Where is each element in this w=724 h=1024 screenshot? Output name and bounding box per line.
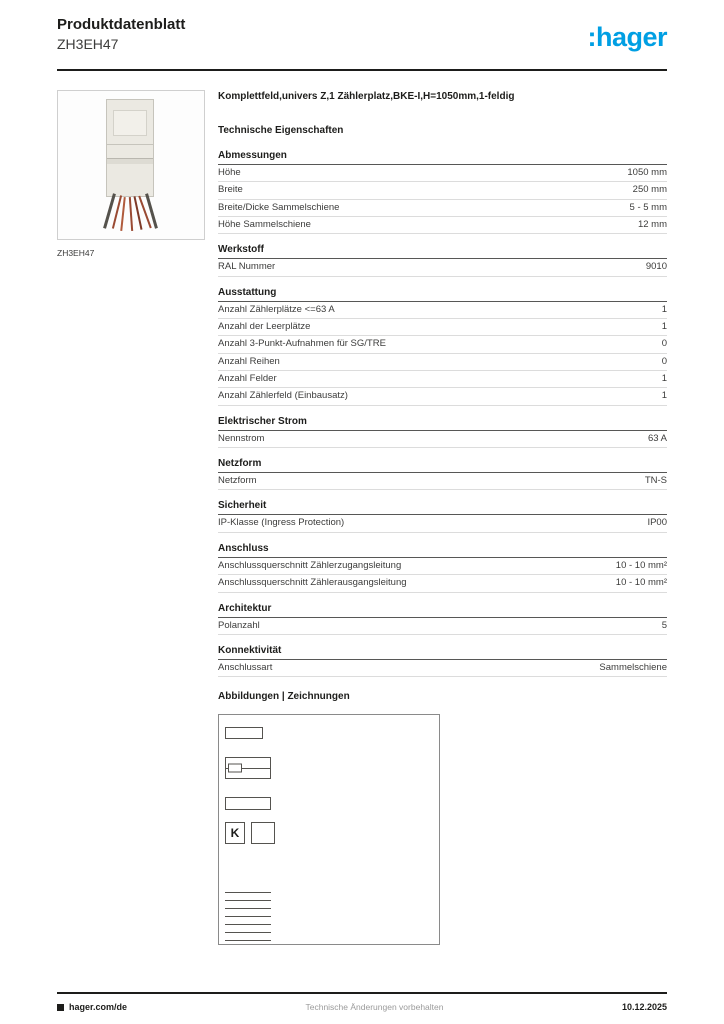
spec-value: TN-S [644, 475, 667, 487]
spec-value: 1 [661, 303, 667, 315]
spec-label: Anschlussart [218, 661, 273, 673]
section-0 [218, 148, 667, 234]
footer [57, 992, 667, 1012]
spec-row [218, 431, 667, 448]
section-title: Netzform [218, 456, 667, 473]
spec-label: Polanzahl [218, 619, 260, 631]
spec-label: IP-Klasse (Ingress Protection) [218, 517, 345, 529]
spec-label: Netzform [218, 475, 257, 487]
spec-value: 0 [661, 338, 667, 350]
left-column [57, 90, 205, 945]
footer-date: 10.12.2025 [621, 1002, 667, 1012]
footer-website-label: hager.com/de [69, 1002, 128, 1012]
spec-row [218, 259, 667, 276]
spec-label: Höhe [218, 167, 241, 178]
spec-value: IP00 [647, 517, 667, 529]
section-title: Werkstoff [218, 242, 667, 259]
spec-value: 1 [661, 390, 667, 402]
drawing-k-side-box [251, 822, 275, 844]
image-caption: ZH3EH47 [57, 248, 95, 258]
spec-label: Anschlussquerschnitt Zählerzugangsleitung [218, 559, 402, 571]
spec-value: 12 mm [637, 219, 667, 231]
spec-sections [218, 148, 667, 677]
main-column [218, 90, 667, 945]
spec-row [218, 336, 667, 353]
spec-value: 250 mm [632, 184, 667, 196]
spec-row [218, 388, 667, 405]
section-title: Sicherheit [218, 498, 667, 515]
spec-row [218, 575, 667, 592]
footer-website-link[interactable] [57, 1002, 127, 1012]
technical-drawing [218, 714, 440, 945]
spec-label: Breite/Dicke Sammelschiene [218, 201, 340, 213]
spec-value: 63 A [647, 432, 667, 444]
header-titles [57, 16, 185, 53]
section-7 [218, 601, 667, 635]
section-title: Konnektivität [218, 643, 667, 660]
spec-label: Anzahl 3-Punkt-Aufnahmen für SG/TRE [218, 338, 386, 350]
section-5 [218, 498, 667, 532]
section-title: Architektur [218, 601, 667, 618]
specs-heading: Technische Eigenschaften [218, 125, 344, 136]
spec-row [218, 217, 667, 234]
spec-value: 1 [661, 321, 667, 333]
spec-label: Nennstrom [218, 432, 265, 444]
spec-row [218, 660, 667, 677]
spec-value: 1 [661, 373, 667, 385]
spec-row [218, 473, 667, 490]
spec-value: 5 - 5 mm [629, 201, 667, 213]
spec-value: 5 [661, 619, 667, 631]
spec-row [218, 371, 667, 388]
section-title: Elektrischer Strom [218, 414, 667, 431]
spec-row [218, 165, 667, 182]
spec-row [218, 558, 667, 575]
section-2 [218, 285, 667, 406]
spec-row [218, 319, 667, 336]
product-image [57, 90, 205, 240]
drawing-wide-rect [225, 797, 271, 810]
spec-value: 10 - 10 mm² [615, 577, 667, 589]
product-title: Komplettfeld,univers Z,1 Zählerplatz,BKE-I,H=1050mm,1-feldig [218, 91, 515, 102]
doc-type-title: Produktdatenblatt [57, 16, 186, 33]
spec-value: Sammelschiene [599, 661, 667, 673]
header [57, 16, 667, 71]
section-1 [218, 242, 667, 276]
section-8 [218, 643, 667, 677]
product-code: ZH3EH47 [57, 35, 119, 52]
spec-label: Breite [218, 184, 243, 196]
spec-label: Anzahl Felder [218, 373, 277, 385]
drawing-meter-rect [225, 757, 271, 779]
section-3 [218, 414, 667, 448]
section-title: Abmessungen [218, 148, 667, 165]
section-title: Anschluss [218, 541, 667, 558]
spec-label: Anzahl Zählerplätze <=63 A [218, 303, 335, 315]
drawing-top-rect [225, 727, 263, 739]
spec-label: Anzahl Zählerfeld (Einbausatz) [218, 390, 348, 402]
section-6 [218, 541, 667, 593]
hager-logo: :hager [587, 22, 667, 52]
cabinet-illustration [106, 99, 154, 197]
spec-label: Anschlussquerschnitt Zählerausgangsleitung [218, 577, 407, 589]
spec-value: 9010 [645, 261, 667, 273]
spec-row [218, 354, 667, 371]
drawings-heading: Abbildungen | Zeichnungen [218, 691, 350, 703]
spec-label: Anzahl der Leerplätze [218, 321, 311, 333]
spec-row [218, 182, 667, 199]
spec-label: Anzahl Reihen [218, 355, 280, 367]
spec-value: 10 - 10 mm² [615, 559, 667, 571]
spec-label: RAL Nummer [218, 261, 276, 273]
spec-row [218, 618, 667, 635]
footer-disclaimer: Technische Änderungen vorbehalten [305, 1002, 444, 1012]
spec-label: Höhe Sammelschiene [218, 219, 311, 231]
section-title: Ausstattung [218, 285, 667, 302]
spec-row [218, 515, 667, 532]
content [57, 90, 667, 945]
section-4 [218, 456, 667, 490]
spec-row [218, 200, 667, 217]
spec-row [218, 302, 667, 319]
hager-square-icon [57, 1004, 64, 1011]
spec-value: 0 [661, 355, 667, 367]
drawing-louvers [225, 892, 271, 944]
drawing-k-box: K [225, 822, 245, 844]
spec-value: 1050 mm [627, 167, 667, 178]
